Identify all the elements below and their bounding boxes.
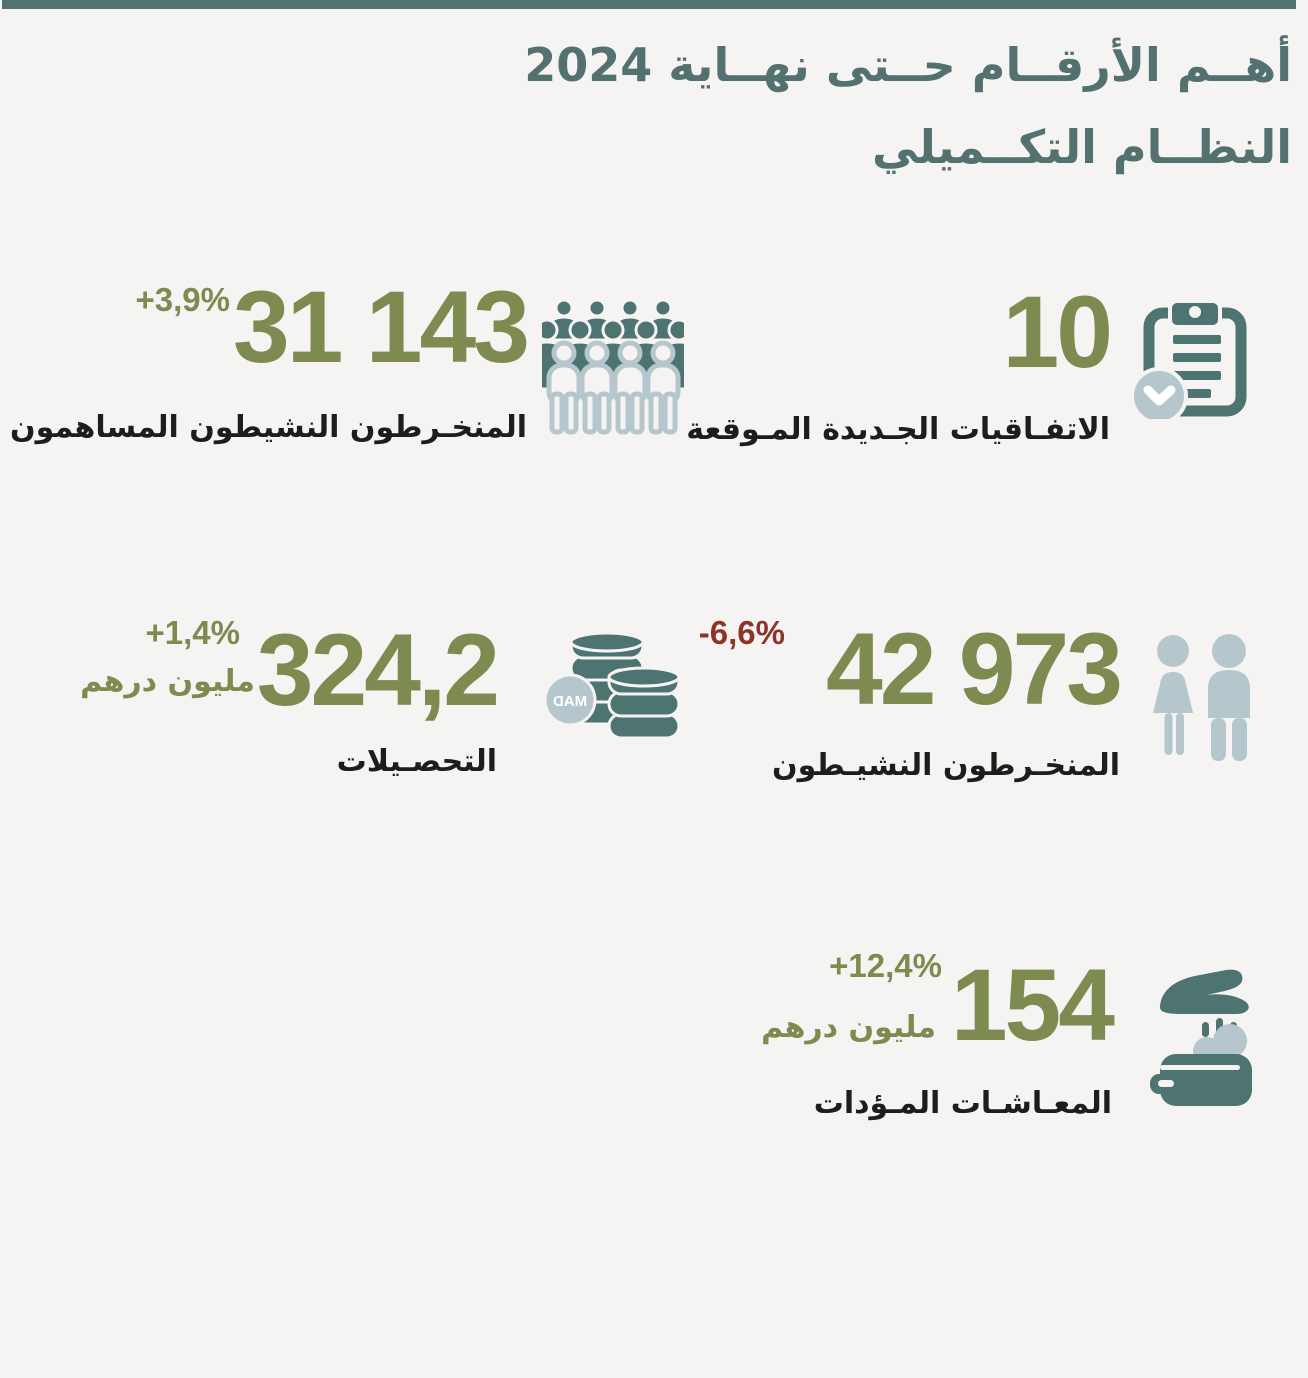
stat-value: 324,2 — [256, 613, 497, 727]
stat-delta: -6,6% — [698, 614, 785, 651]
hand-coins-wallet-icon — [1150, 966, 1256, 1106]
stat-value: 42 973 — [826, 612, 1120, 726]
stat-unit: مليون درهم — [761, 1010, 936, 1045]
stat-delta: +3,9% — [135, 281, 230, 318]
stat-label: الاتفـاقيات الجـديدة المـوقعة — [686, 412, 1110, 447]
stat-label: المنخـرطون النشيطون المساهمون — [10, 410, 527, 445]
stat-delta: +1,4% — [145, 614, 240, 651]
page-title-line2: النظــام التكــميلي — [871, 120, 1292, 174]
page-title-line1: أهــم الأرقــام حــتى نهــاية 2024 — [524, 38, 1292, 92]
stat-value: 154 — [950, 948, 1112, 1062]
stat-label: المنخـرطون النشيـطون — [771, 748, 1120, 783]
stat-label: التحصـيلات — [336, 744, 497, 779]
stat-delta: +12,4% — [829, 947, 942, 984]
woman-man-icon — [1144, 634, 1258, 765]
stat-label: المعـاشـات المـؤدات — [813, 1086, 1112, 1121]
coin-stacks-icon — [545, 632, 682, 744]
top-accent-bar — [2, 0, 1296, 9]
currency-badge — [553, 693, 587, 710]
crowd-icon — [542, 294, 684, 435]
stat-unit: مليون درهم — [80, 664, 255, 699]
stat-value: 31 143 — [233, 270, 527, 384]
svg-text:MAD: MAD — [552, 693, 588, 710]
stat-value: 10 — [1002, 275, 1110, 389]
clipboard-check-icon — [1133, 301, 1257, 419]
